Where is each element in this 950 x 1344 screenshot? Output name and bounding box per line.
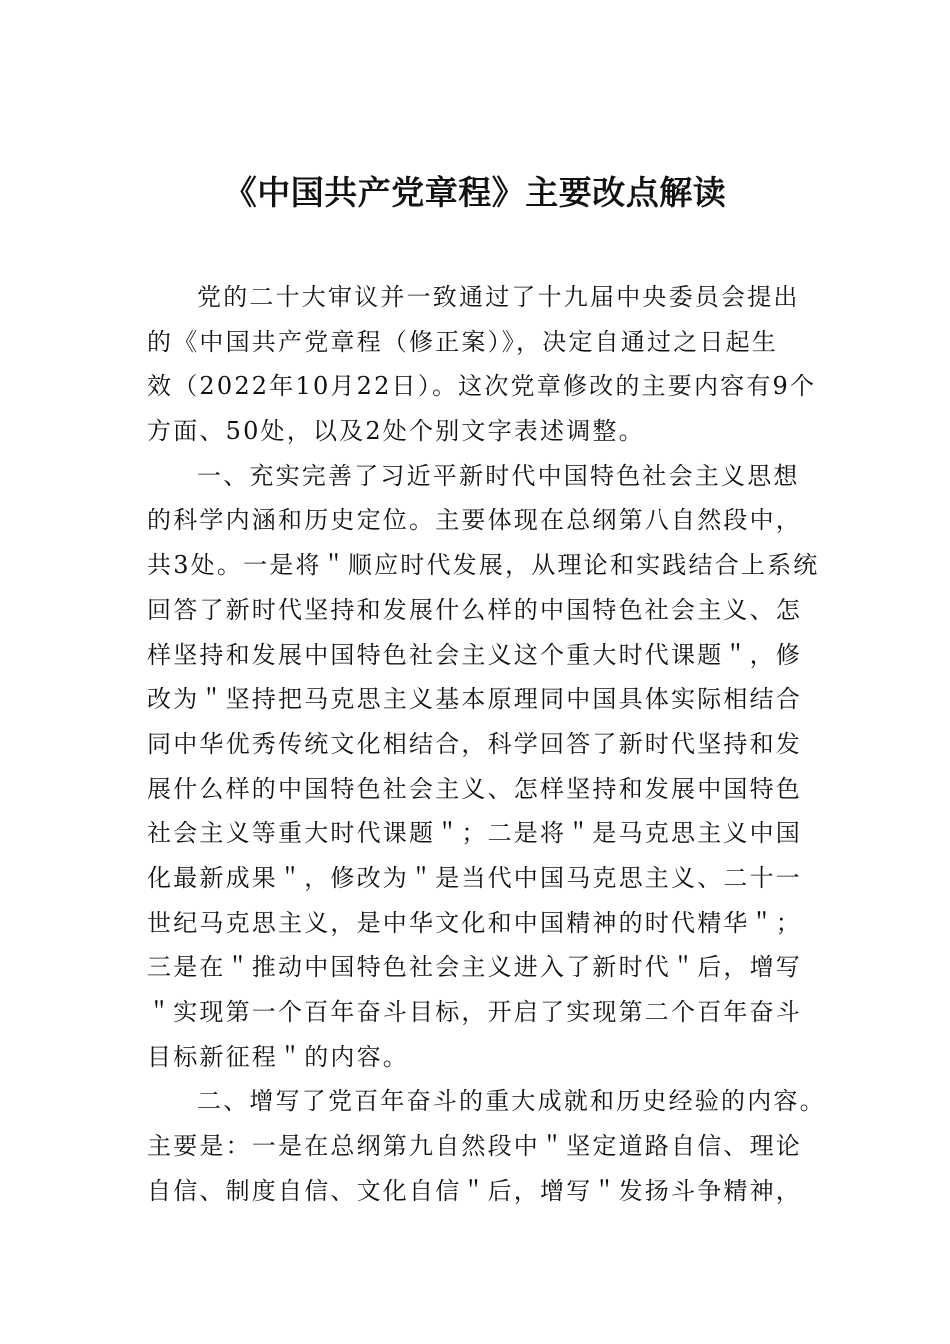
paragraph-one-line: 样坚持和发展中国特色社会主义这个重大时代课题＂，修: [147, 640, 802, 669]
paragraph-one-line: 社会主义等重大时代课题＂；二是将＂是马克思主义中国: [147, 819, 802, 848]
paragraph-one-line: 展什么样的中国特色社会主义、怎样坚持和发展中国特色: [147, 774, 802, 803]
paragraph-one-line: 世纪马克思主义，是中华文化和中国精神的时代精华＂；: [147, 908, 802, 937]
paragraph-one-line: 目标新征程＂的内容。: [147, 1042, 409, 1071]
paragraph-two-line: 自信、制度自信、文化自信＂后，增写＂发扬斗争精神，: [147, 1176, 802, 1205]
page-title: 《中国共产党章程》主要改点解读: [223, 173, 727, 212]
paragraph-two-line: 二、增写了党百年奋斗的重大成就和历史经验的内容。: [197, 1087, 826, 1116]
paragraph-intro-line: 方面、50处，以及2处个别文字表述调整。: [147, 417, 645, 446]
paragraph-two-line: 主要是：一是在总纲第九自然段中＂坚定道路自信、理论: [147, 1132, 802, 1161]
paragraph-one-line: 的科学内涵和历史定位。主要体现在总纲第八自然段中，: [147, 506, 802, 535]
paragraph-one-line: 一、充实完善了习近平新时代中国特色社会主义思想: [197, 461, 800, 490]
paragraph-one-line: 改为＂坚持把马克思主义基本原理同中国具体实际相结合: [147, 685, 802, 714]
paragraph-intro-line: 的《中国共产党章程（修正案）》，决定自通过之日起生: [147, 327, 778, 356]
paragraph-intro-line: 效（2022年10月22日）。这次党章修改的主要内容有9个: [147, 372, 817, 401]
paragraph-one-line: 三是在＂推动中国特色社会主义进入了新时代＂后，增写: [147, 953, 802, 982]
paragraph-intro-line: 党的二十大审议并一致通过了十九届中央委员会提出: [197, 283, 800, 311]
paragraph-one-line: 化最新成果＂，修改为＂是当代中国马克思主义、二十一: [147, 863, 802, 892]
paragraph-one-line: 回答了新时代坚持和发展什么样的中国特色社会主义、怎: [147, 595, 802, 624]
body-text: [147, 275, 827, 1213]
paragraph-one-line: 共3处。一是将＂顺应时代发展，从理论和实践结合上系统: [147, 551, 820, 580]
paragraph-one-line: ＂实现第一个百年奋斗目标，开启了实现第二个百年奋斗: [147, 998, 802, 1026]
paragraph-one-line: 同中华优秀传统文化相结合，科学回答了新时代坚持和发: [147, 729, 802, 758]
